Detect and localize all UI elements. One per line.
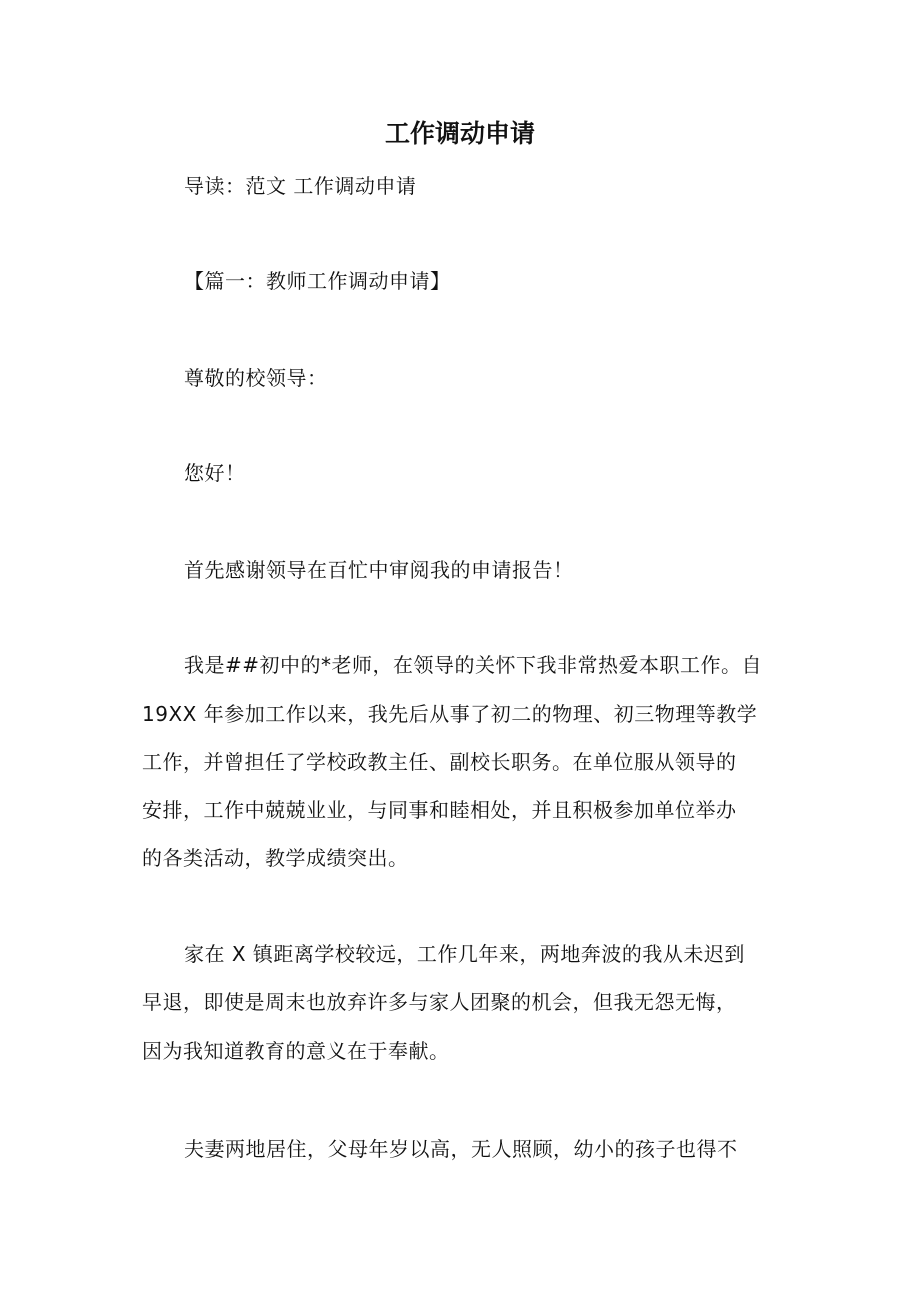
salutation-line: 尊敬的校领导： — [184, 366, 328, 390]
document-title: 工作调动申请 — [384, 119, 535, 148]
paragraph-line: 安排，工作中兢兢业业，与同事和睦相处，并且积极参加单位举办 — [142, 798, 737, 822]
paragraph-line: 早退，即使是周末也放弃许多与家人团聚的机会，但我无怨无悔， — [142, 990, 737, 1014]
greeting-line: 您好！ — [184, 461, 246, 485]
paragraph-line: 因为我知道教育的意义在于奉献。 — [142, 1039, 450, 1063]
opening-line: 首先感谢领导在百忙中审阅我的申请报告！ — [184, 558, 574, 582]
intro-line: 导读：范文 工作调动申请 — [184, 174, 417, 198]
paragraph-line: 的各类活动，教学成绩突出。 — [142, 846, 409, 870]
paragraph-line: 夫妻两地居住，父母年岁以高，无人照顾，幼小的孩子也得不 — [184, 1137, 738, 1161]
section-heading: 【篇一：教师工作调动申请】 — [184, 269, 451, 293]
paragraph-line: 我是##初中的*老师，在领导的关怀下我非常热爱本职工作。自 — [184, 653, 763, 677]
paragraph-line: 工作，并曾担任了学校政教主任、副校长职务。在单位服从领导的 — [142, 750, 737, 774]
paragraph-line: 家在 X 镇距离学校较远，工作几年来，两地奔波的我从未迟到 — [184, 942, 745, 966]
paragraph-line: 19XX 年参加工作以来，我先后从事了初二的物理、初三物理等教学 — [142, 702, 758, 726]
